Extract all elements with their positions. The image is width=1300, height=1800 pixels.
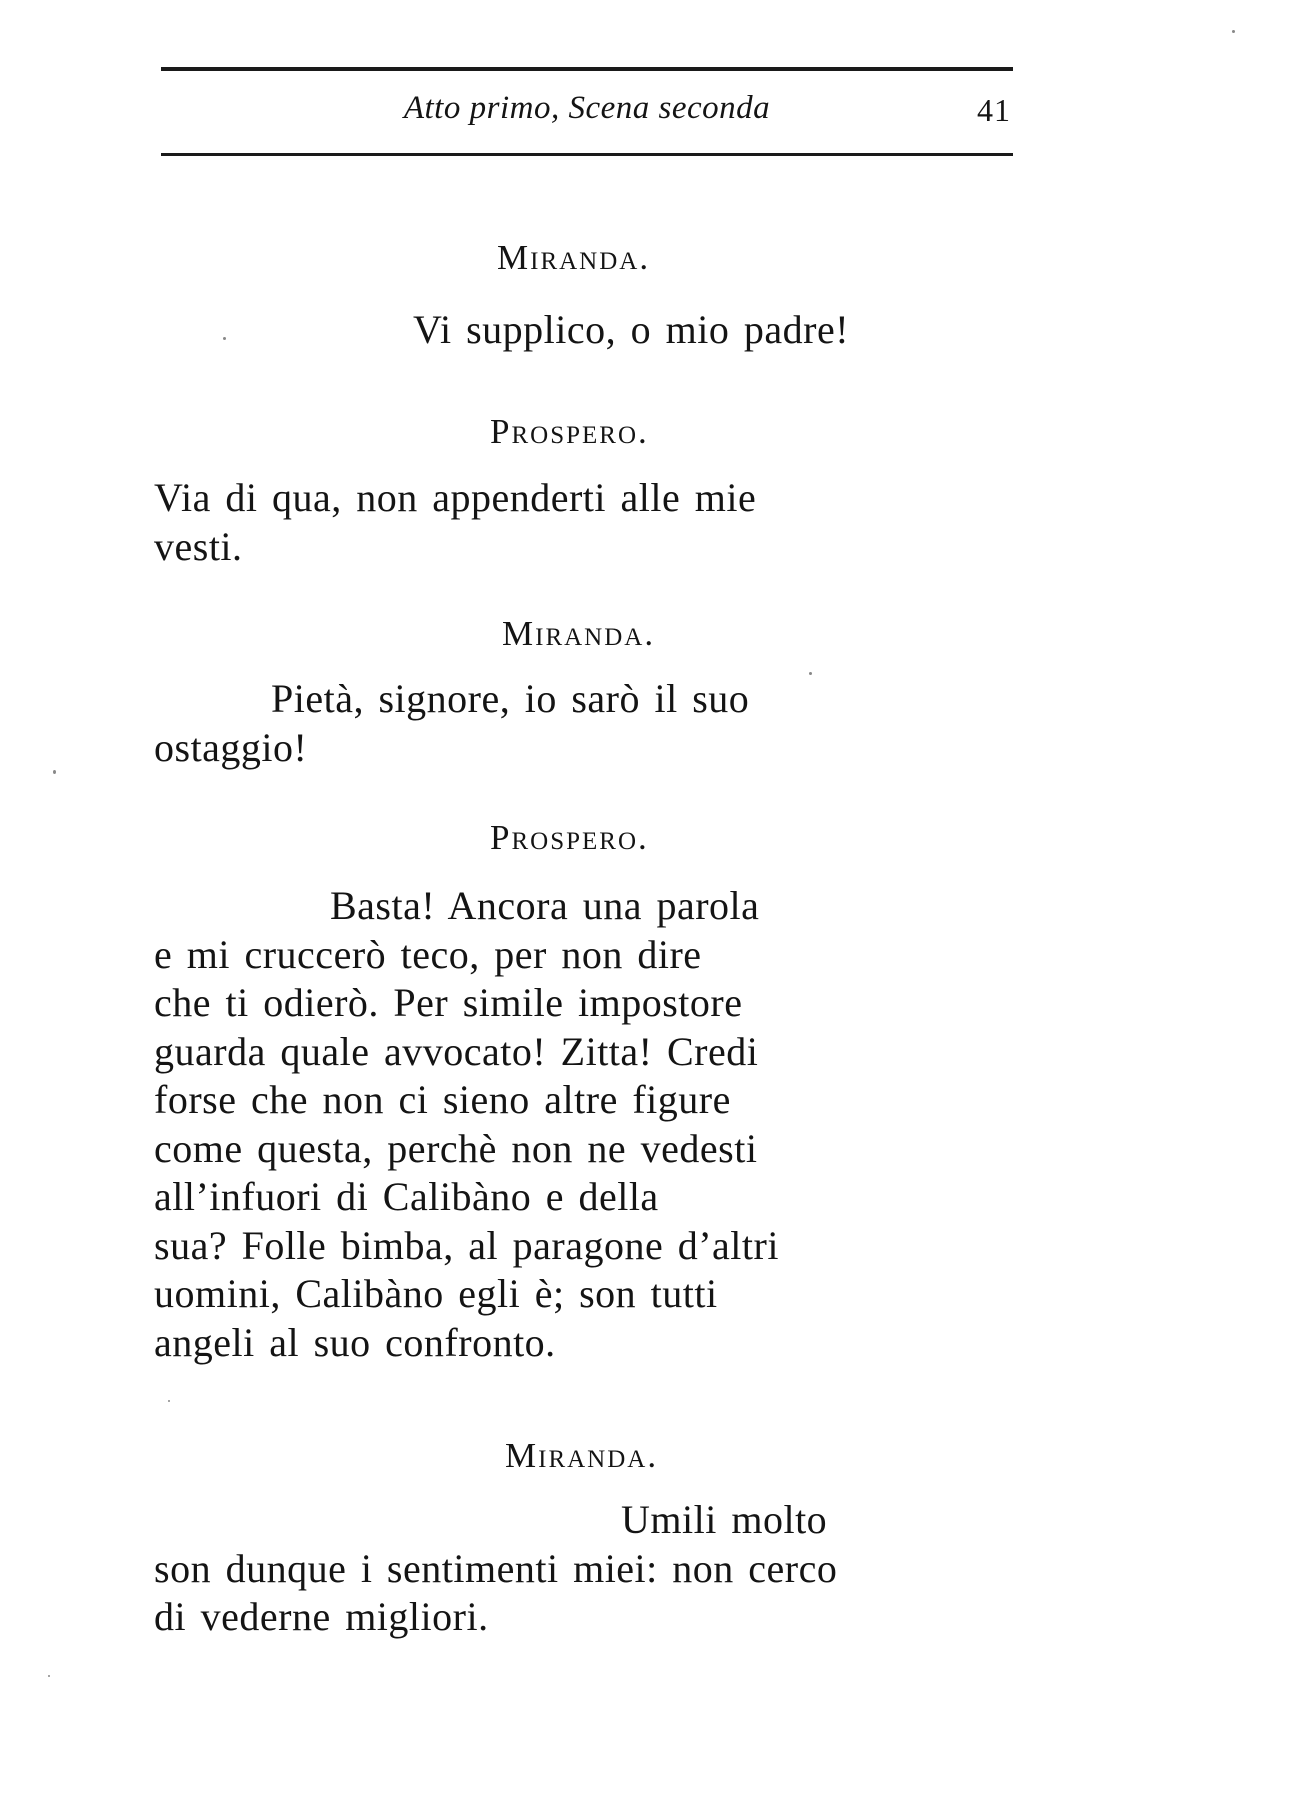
header-top-rule	[161, 67, 1013, 71]
speech-line: che ti odierò. Per simile impostore	[154, 980, 743, 1025]
page-number: 41	[977, 92, 1011, 128]
scan-speck	[1232, 30, 1235, 33]
speaker-name: Prospero.	[490, 818, 649, 857]
scan-speck	[223, 337, 226, 340]
speech-line: uomini, Calibàno egli è; son tutti	[154, 1271, 718, 1316]
speaker-name: Miranda.	[505, 1436, 659, 1475]
speech-text	[154, 1496, 837, 1642]
speech-line: guarda quale avvocato! Zitta! Credi	[154, 1028, 759, 1074]
speech-line: son dunque i sentimenti miei: non cerco	[154, 1545, 838, 1591]
speech-line: angeli al suo confronto.	[154, 1319, 556, 1365]
speech-text	[154, 474, 756, 571]
speech-line: ostaggio!	[154, 724, 308, 770]
speech-line: forse che non ci sieno altre figure	[154, 1077, 731, 1122]
scan-speck	[168, 1400, 170, 1402]
speech-line: di vederne migliori.	[154, 1594, 489, 1639]
scan-speck	[809, 672, 812, 675]
speaker-name: Miranda.	[497, 238, 651, 277]
speaker-name: Prospero.	[490, 412, 649, 451]
speech-line: e mi cruccerò teco, per non dire	[154, 931, 702, 977]
scan-speck	[48, 1675, 50, 1677]
speech-text	[154, 882, 779, 1367]
scan-speck	[53, 770, 56, 774]
speech-line: Pietà, signore, io sarò il suo	[271, 676, 750, 721]
speaker-name: Miranda.	[502, 614, 656, 653]
speech-line: all’infuori di Calibàno e della	[154, 1174, 659, 1219]
speech-line: Umili molto	[621, 1497, 828, 1542]
speech-line: Vi supplico, o mio padre!	[413, 307, 850, 352]
speech-line: Via di qua, non appenderti alle mie	[154, 475, 757, 520]
speech-line: vesti.	[154, 523, 243, 569]
speech-line: come questa, perchè non ne vedesti	[154, 1125, 758, 1171]
speech-text	[154, 675, 749, 772]
running-head	[161, 88, 1013, 138]
speech-line: Basta! Ancora una parola	[330, 883, 760, 928]
running-title: Atto primo, Scena seconda	[403, 90, 771, 126]
speech-line: sua? Folle bimba, al paragone d’altri	[154, 1222, 779, 1268]
header-bottom-rule	[161, 153, 1013, 156]
